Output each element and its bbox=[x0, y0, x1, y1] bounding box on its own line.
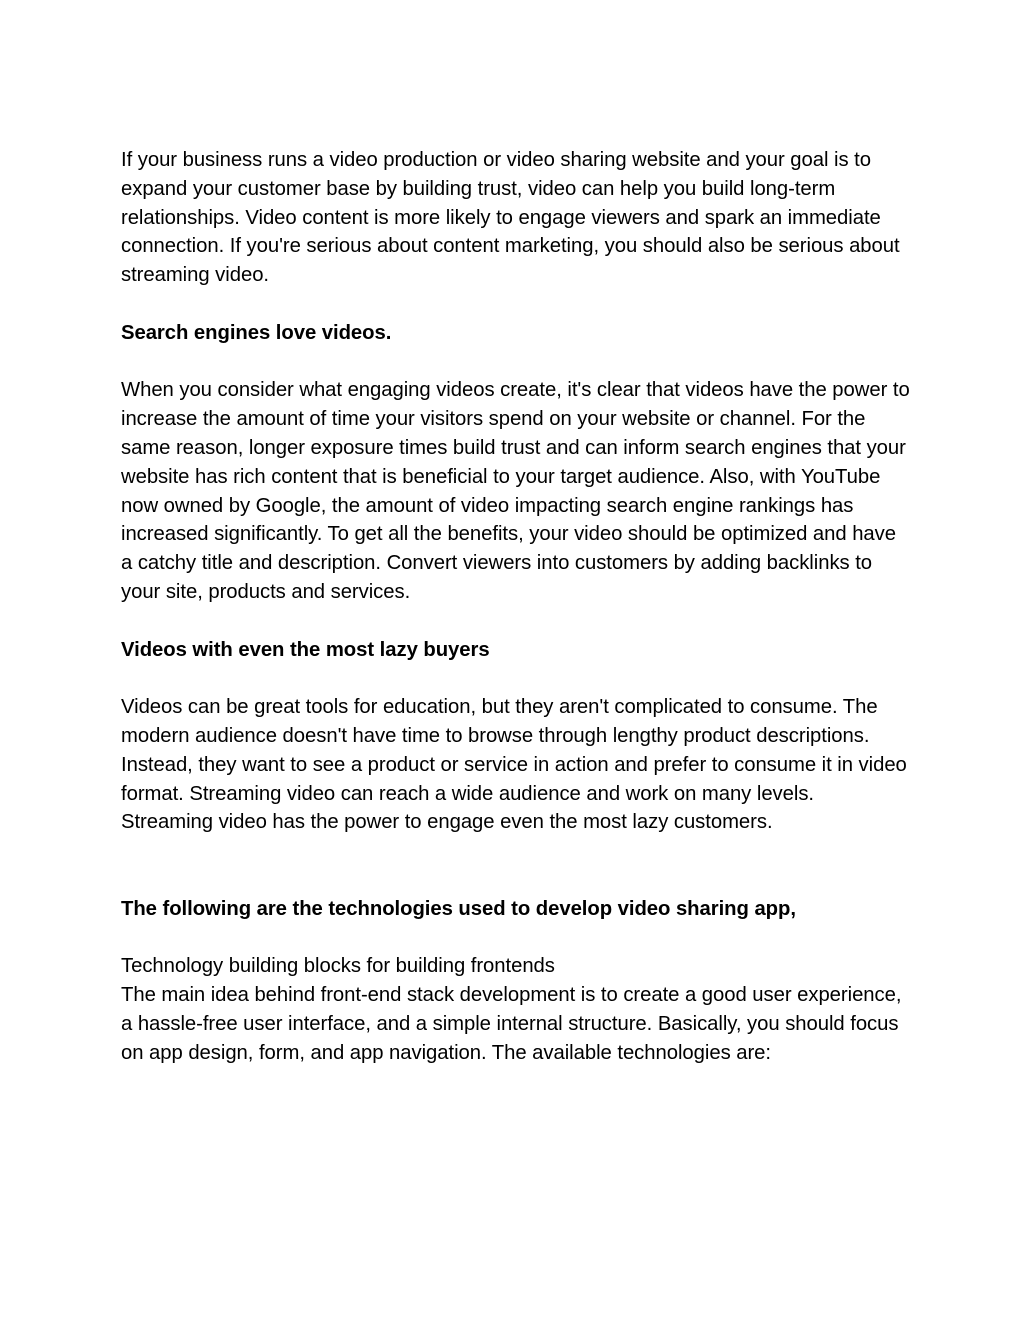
lazy-buyers-paragraph: Videos can be great tools for education, but they aren't complicated to consume. The modern audience doesn't have time to browse through lengthy product descriptions. Instead, they want to see a product or service in action and prefer to consume it in video format. Streaming video can reach a wide audience and work on many levels. Streaming video has the power to engage even the most lazy customers. bbox=[121, 696, 907, 834]
frontend-paragraph: The main idea behind front-end stack development is to create a good user experience, a hassle-free user interface, and a simple internal structure. Basically, you should focus on app design, form, and app navigation. The available technologies are: bbox=[121, 984, 902, 1064]
document-body bbox=[121, 146, 911, 1096]
heading-lazy-buyers: Videos with even the most lazy buyers bbox=[121, 638, 490, 661]
heading-technologies: The following are the technologies used to develop video sharing app, bbox=[121, 897, 796, 920]
intro-paragraph: If your business runs a video production or video sharing website and your goal is to expand your customer base by building trust, video can help you build long-term relationships. Video content is more likely to engage viewers and spark an immediate connection. If you're serious about content marketing, you should also be serious about streaming video. bbox=[121, 149, 900, 287]
frontend-subheading: Technology building blocks for building frontends bbox=[121, 955, 555, 978]
search-paragraph: When you consider what engaging videos create, it's clear that videos have the power to increase the amount of time your visitors spend on your website or channel. For the same reason, longer exposure times build trust and can inform search engines that your website has rich content that is beneficial to your target audience. Also, with YouTube now owned by Google, the amount of video impacting search engine rankings has increased significantly. To get all the benefits, your video should be optimized and have a catchy title and description. Convert viewers into customers by adding backlinks to your site, products and services. bbox=[121, 379, 910, 603]
blank-line bbox=[121, 866, 911, 895]
heading-search-engines: Search engines love videos. bbox=[121, 321, 392, 344]
